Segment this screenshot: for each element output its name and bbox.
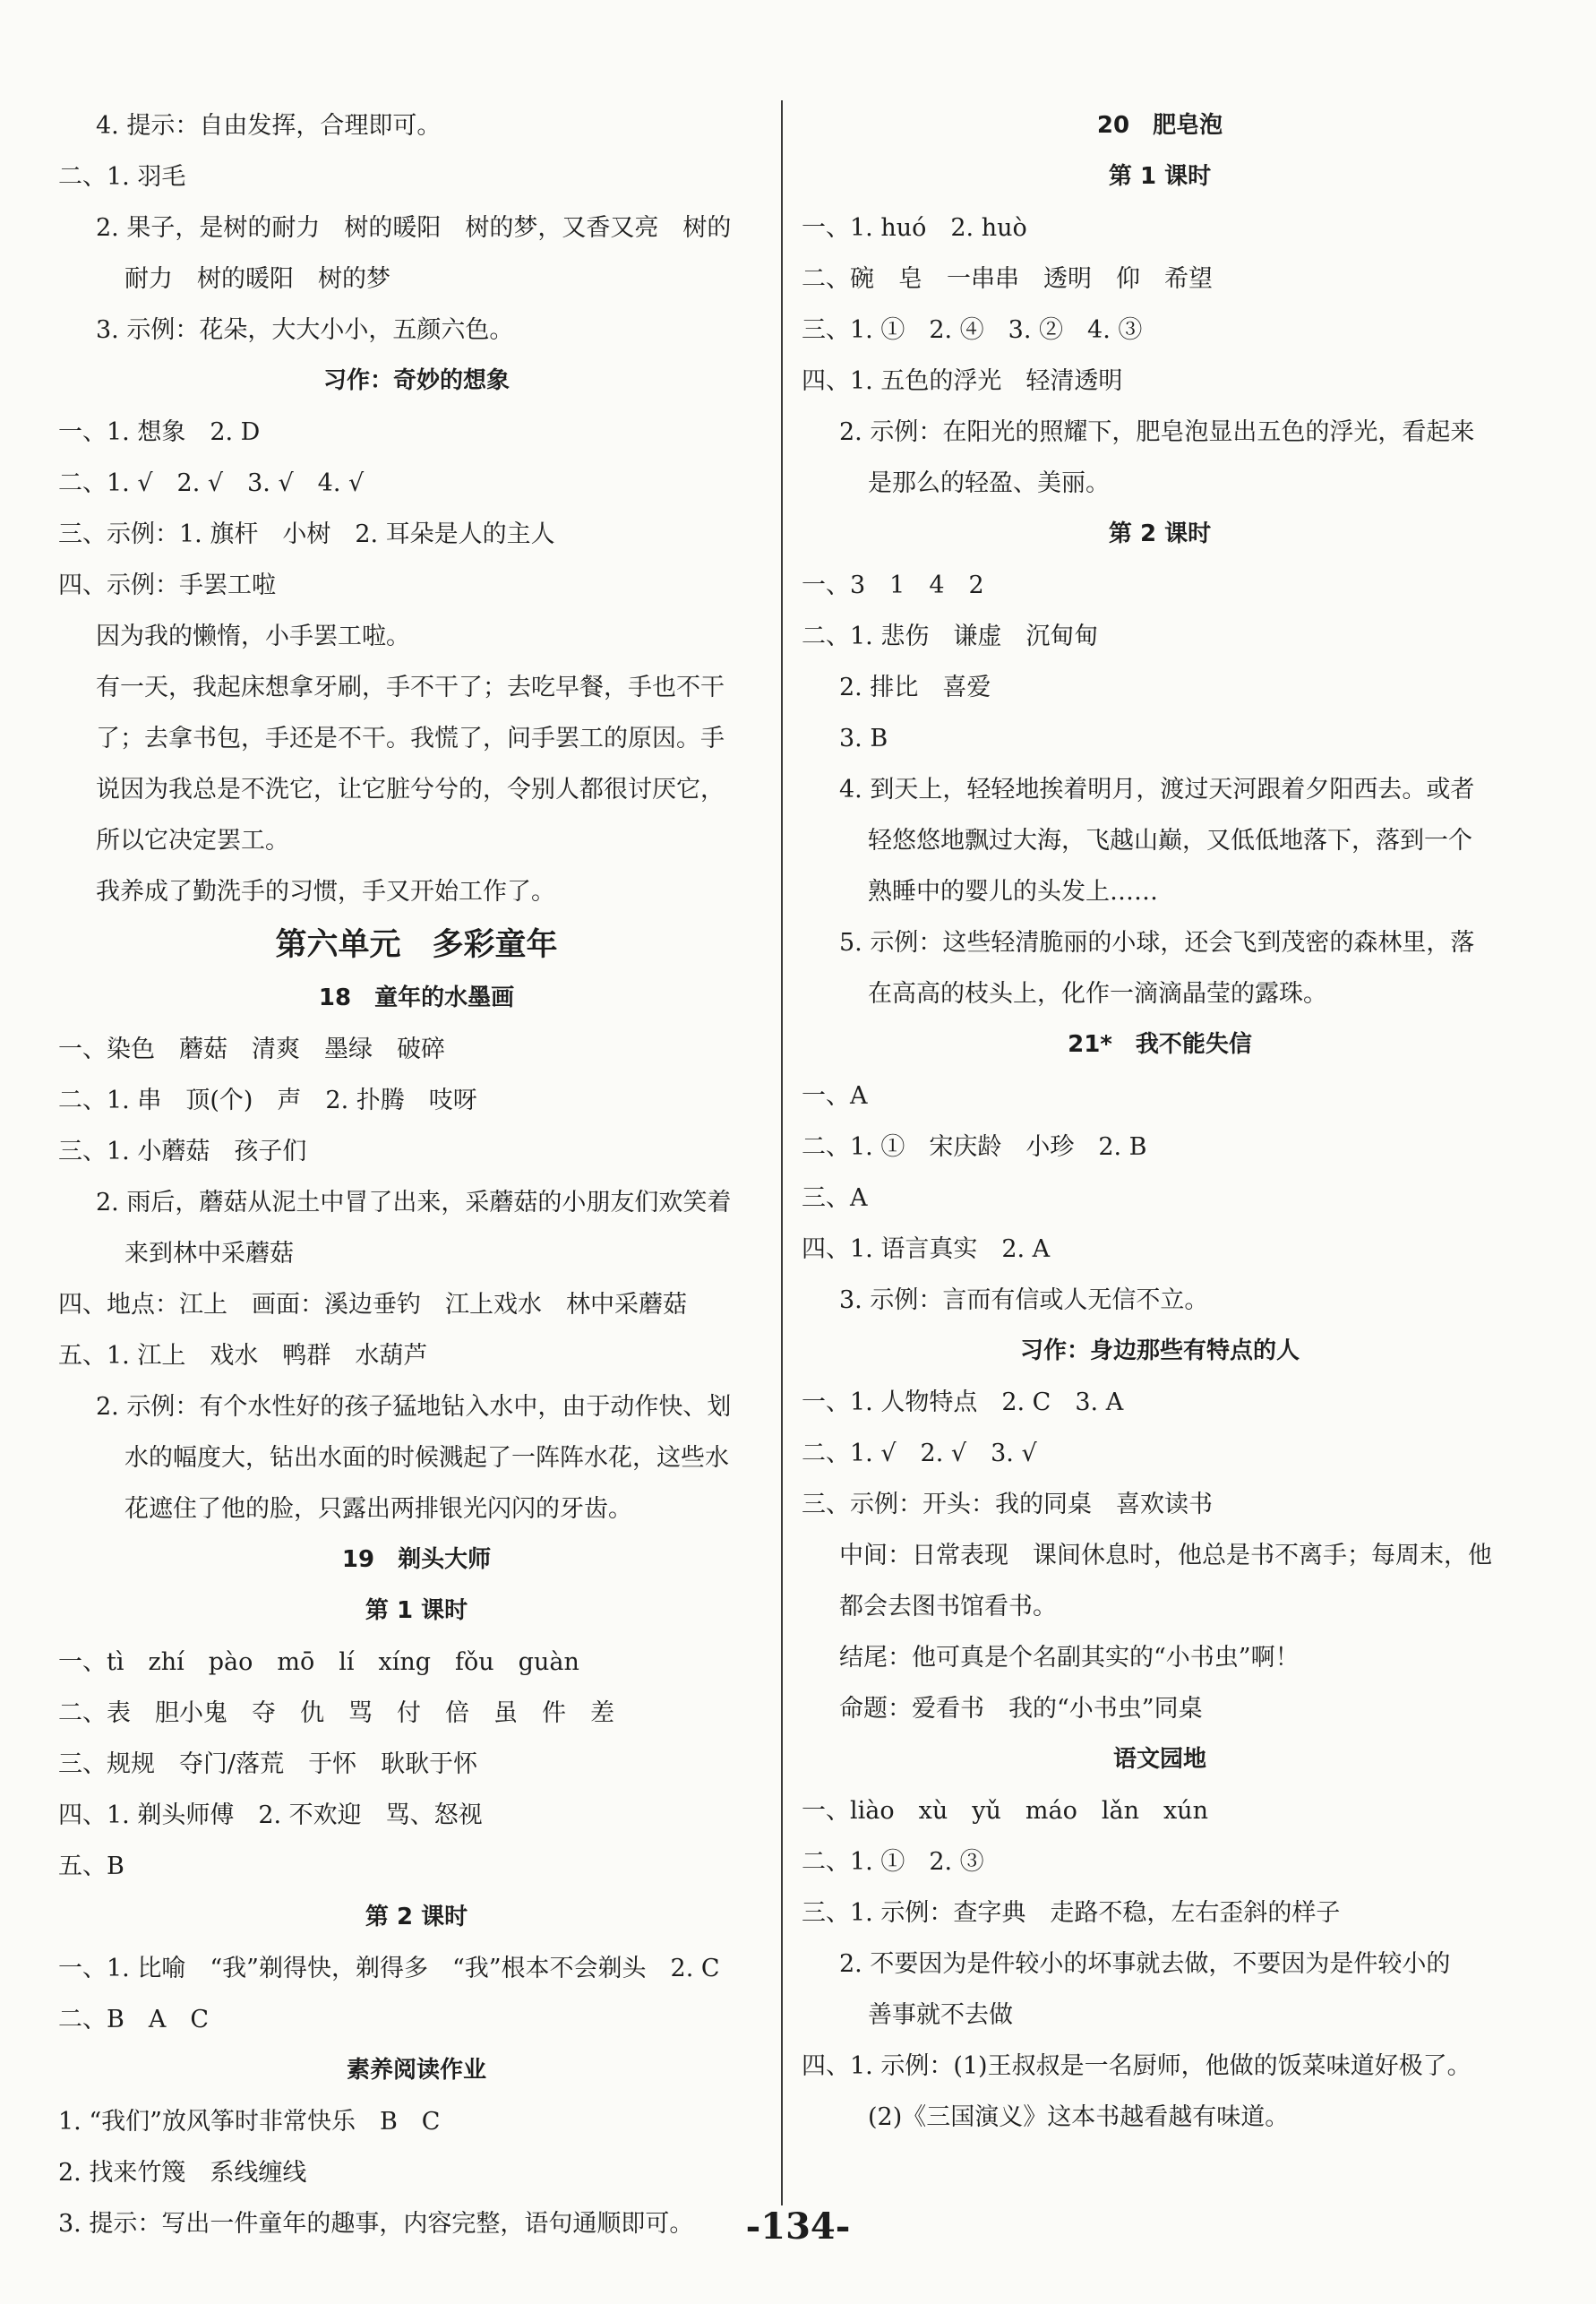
section-heading: 语文园地 <box>1112 1746 1206 1773</box>
section-heading: 21* 我不能失信 <box>1068 1031 1252 1058</box>
answer-line: 二、1. ① 宋庆龄 小珍 2. B <box>802 1133 1147 1161</box>
answer-line: 都会去图书馆看书。 <box>839 1593 1057 1621</box>
answer-line: 2. 找来竹篾 系线缠线 <box>58 2159 307 2187</box>
answer-line: 水的幅度大，钻出水面的时候溅起了一阵阵水花，这些水 <box>124 1444 729 1472</box>
answer-line: 说因为我总是不洗它，让它脏兮兮的，令别人都很讨厌它， <box>96 776 725 804</box>
answer-line: 二、表 胆小鬼 夺 仇 骂 付 倍 虽 件 差 <box>58 1699 614 1727</box>
section-heading: 第 1 课时 <box>1108 163 1212 190</box>
right-column <box>802 100 1518 2143</box>
answer-line: 1. “我们”放风筝时非常快乐 B C <box>58 2108 441 2136</box>
answer-line: (2)《三国演义》这本书越看越有味道。 <box>868 2103 1290 2131</box>
answer-line: 四、地点：江上 画面：溪边垂钓 江上戏水 林中采蘑菇 <box>58 1291 687 1319</box>
answer-line: 一、1. huó 2. huò <box>802 214 1027 242</box>
answer-line: 二、1. √ 2. √ 3. √ 4. √ <box>58 469 365 497</box>
answer-line: 一、A <box>802 1082 868 1110</box>
answer-line: 3. B <box>839 725 888 752</box>
answer-line: 五、1. 江上 戏水 鸭群 水葫芦 <box>58 1342 428 1370</box>
answer-line: 二、B A C <box>58 2006 209 2033</box>
section-heading: 20 肥皂泡 <box>1096 112 1223 139</box>
answer-line: 一、1. 比喻 “我”剃得快，剃得多 “我”根本不会剃头 2. C <box>58 1955 720 1982</box>
answer-line: 三、规规 夺门/落荒 于怀 耿耿于怀 <box>58 1750 478 1778</box>
answer-line: 二、1. 羽毛 <box>58 163 186 191</box>
answer-line: 3. 提示：写出一件童年的趣事，内容完整，语句通顺即可。 <box>58 2210 694 2238</box>
answer-line: 有一天，我起床想拿牙刷，手不干了；去吃早餐，手也不干 <box>96 674 725 701</box>
answer-line: 三、1. 示例：查字典 走路不稳，左右歪斜的样子 <box>802 1899 1341 1927</box>
answer-line: 一、3 1 4 2 <box>802 572 984 599</box>
answer-line: 四、示例：手罢工啦 <box>58 572 276 599</box>
answer-line: 4. 到天上，轻轻地挨着明月，渡过天河跟着夕阳西去。或者 <box>839 776 1475 804</box>
section-heading: 第六单元 多彩童年 <box>275 927 558 963</box>
answer-line: 四、1. 五色的浮光 轻清透明 <box>802 367 1123 395</box>
answer-line: 4. 提示：自由发挥，合理即可。 <box>96 112 442 140</box>
answer-line: 轻悠悠地飘过大海，飞越山巅，又低低地落下，落到一个 <box>868 827 1472 855</box>
section-heading: 第 1 课时 <box>365 1597 468 1624</box>
section-heading: 19 剃头大师 <box>341 1546 492 1573</box>
answer-line: 在高高的枝头上，化作一滴滴晶莹的露珠。 <box>868 980 1327 1008</box>
answer-line: 四、1. 示例：(1)王叔叔是一名厨师，他做的饭菜味道好极了。 <box>802 2052 1472 2080</box>
answer-line: 2. 排比 喜爱 <box>839 674 991 701</box>
answer-line: 耐力 树的暖阳 树的梦 <box>124 265 390 293</box>
section-heading: 素养阅读作业 <box>346 2057 486 2084</box>
answer-line: 结尾：他可真是个名副其实的“小书虫”啊！ <box>839 1644 1300 1672</box>
answer-line: 来到林中采蘑菇 <box>124 1240 294 1268</box>
answer-line: 三、1. ① 2. ④ 3. ② 4. ③ <box>802 316 1143 344</box>
answer-line: 3. 示例：言而有信或人无信不立。 <box>839 1286 1209 1314</box>
answer-line: 2. 示例：有个水性好的孩子猛地钻入水中，由于动作快、划 <box>96 1393 732 1421</box>
answer-line: 2. 示例：在阳光的照耀下，肥皂泡显出五色的浮光，看起来 <box>839 418 1475 446</box>
answer-line: 一、liào xù yǔ máo lǎn xún <box>802 1797 1208 1825</box>
answer-line: 一、1. 人物特点 2. C 3. A <box>802 1388 1124 1416</box>
answer-line: 一、tì zhí pào mō lí xíng fǒu guàn <box>58 1648 579 1676</box>
answer-line: 熟睡中的婴儿的头发上…… <box>868 878 1158 906</box>
section-heading: 习作：身边那些有特点的人 <box>1019 1337 1300 1364</box>
answer-line: 2. 不要因为是件较小的坏事就去做，不要因为是件较小的 <box>839 1950 1451 1978</box>
section-heading: 18 童年的水墨画 <box>318 984 515 1011</box>
answer-line: 我养成了勤洗手的习惯，手又开始工作了。 <box>96 878 555 906</box>
answer-line: 三、示例：1. 旗杆 小树 2. 耳朵是人的主人 <box>58 520 555 548</box>
answer-line: 所以它决定罢工。 <box>96 827 289 855</box>
answer-line: 了；去拿书包，手还是不干。我慌了，问手罢工的原因。手 <box>96 725 725 752</box>
answer-line: 是那么的轻盈、美丽。 <box>868 469 1110 497</box>
answer-line: 因为我的懒惰，小手罢工啦。 <box>96 623 410 650</box>
answer-line: 二、碗 皂 一串串 透明 仰 希望 <box>802 265 1213 293</box>
answer-line: 四、1. 语言真实 2. A <box>802 1235 1051 1263</box>
answer-line: 3. 示例：花朵，大大小小，五颜六色。 <box>96 316 514 344</box>
answer-line: 善事就不去做 <box>868 2001 1013 2029</box>
answer-line: 一、1. 想象 2. D <box>58 418 261 446</box>
answer-line: 一、染色 蘑菇 清爽 墨绿 破碎 <box>58 1036 445 1063</box>
answer-line: 2. 雨后，蘑菇从泥土中冒了出来，采蘑菇的小朋友们欢笑着 <box>96 1189 732 1216</box>
section-heading: 第 2 课时 <box>365 1904 468 1930</box>
answer-line: 5. 示例：这些轻清脆丽的小球，还会飞到茂密的森林里，落 <box>839 929 1475 957</box>
answer-line: 二、1. 串 顶(个) 声 2. 扑腾 吱呀 <box>58 1087 477 1114</box>
answer-line: 五、B <box>58 1853 124 1880</box>
answer-line: 三、1. 小蘑菇 孩子们 <box>58 1138 307 1165</box>
left-column <box>58 100 775 2249</box>
answer-line: 2. 果子，是树的耐力 树的暖阳 树的梦，又香又亮 树的 <box>96 214 732 242</box>
column-divider <box>781 100 783 2205</box>
answer-line: 四、1. 剃头师傅 2. 不欢迎 骂、怒视 <box>58 1801 483 1829</box>
answer-line: 花遮住了他的脸，只露出两排银光闪闪的牙齿。 <box>124 1495 632 1523</box>
section-heading: 习作：奇妙的想象 <box>322 367 510 394</box>
answer-line: 命题：爱看书 我的“小书虫”同桌 <box>839 1695 1203 1723</box>
answer-line: 中间：日常表现 课间休息时，他总是书不离手；每周末，他 <box>839 1542 1492 1569</box>
section-heading: 第 2 课时 <box>1108 520 1212 547</box>
answer-line: 二、1. ① 2. ③ <box>802 1848 984 1876</box>
page-number: -134- <box>745 2205 851 2248</box>
answer-line: 二、1. √ 2. √ 3. √ <box>802 1440 1037 1467</box>
answer-line: 三、A <box>802 1184 868 1212</box>
answer-line: 三、示例：开头：我的同桌 喜欢读书 <box>802 1491 1213 1518</box>
answer-line: 二、1. 悲伤 谦虚 沉甸甸 <box>802 623 1099 650</box>
